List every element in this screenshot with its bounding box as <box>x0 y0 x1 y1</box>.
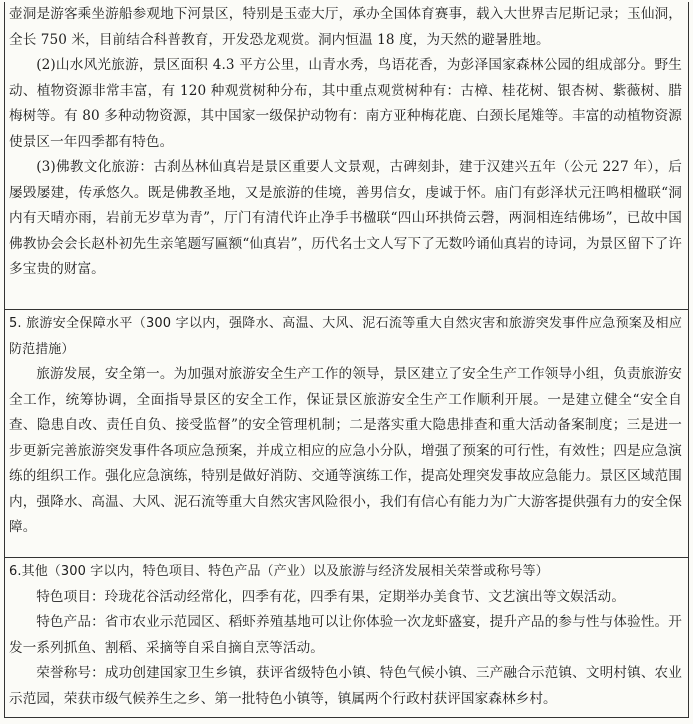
section-other-heading <box>9 558 682 585</box>
section-attractions-body <box>9 2 682 283</box>
paragraph-honors: 荣誉称号：成功创建国家卫生乡镇，获评省级特色小镇、特色气候小镇、三产融合示范镇、文明村镇、农业示范园，荣获市级气候养生之乡、第一批特色小镇等，镇属两个行政村获评国家森林乡村。 <box>9 665 682 707</box>
section-attractions <box>5 2 688 310</box>
paragraph-feature-projects: 特色项目：玲珑花谷活动经常化，四季有花，四季有果，定期举办美食节、文艺演出等文娱活动。 <box>36 588 626 605</box>
section-safety-title: 5. 旅游安全保障水平（300 字以内，强降水、高温、大风、泥石流等重大自然灾害和旅游突发事件应急预案及相应防范措施） <box>9 316 682 357</box>
section-other <box>5 558 688 718</box>
section-safety <box>5 310 688 558</box>
paragraph-feature-products: 特色产品：省市农业示范园区、稻虾养殖基地可以让你体验一次龙虾盛宴，提升产品的参与性与体验性。开发一系列抓鱼、割稻、采摘等自采自摘自烹等活动。 <box>9 614 682 656</box>
form-sheet <box>4 2 689 718</box>
paragraph-safety: 旅游发展，安全第一。为加强对旅游安全生产工作的领导，景区建立了安全生产工作领导小组，负责旅游安全工作，统筹协调，全面指导景区的安全工作，保证景区旅游安全生产工作顺利开展。一是建立健全“安全自查、隐患自改、责任自负、接受监督”的安全管理机制；二是落实重大隐患排查和重大活动备案制度；三是进一步更新完善旅游突发事件各项应急预案，并成立相应的应急小分队，增强了预案的可行性，有效性；四是应急演练的组织工作。强化应急演练，特别是做好消防、交通等演练工作，提高处理突发事故应急能力。景区区域范围内，强降水、高温、大风、泥石流等重大自然灾害风险很小，我们有信心有能力为广大游客提供强有力的安全保障。 <box>9 366 682 535</box>
paragraph-buddhist-tour: (3)佛教文化旅游：古刹丛林仙真岩是景区重要人文景观，古碑刻卦，建于汉建兴五年（公元 227 年），后屡毁屡建，传承悠久。既是佛教圣地，又是旅游的佳境，善男信女，虔诚于怀。庙门有彭泽状元汪鸣相楹联“洞内有天晴亦雨，岩前无岁草为青”，厅门有清代许止净手书楹联“四山环拱倚云磬，两洞相连结佛场”，已故中国佛教协会会长赵朴初先生亲笔题写匾额“仙真岩”，历代名士文人写下了无数吟诵仙真岩的诗词，为景区留下了许多宝贵的财富。 <box>9 159 682 277</box>
section-other-body <box>9 585 682 713</box>
section-safety-heading <box>9 310 682 362</box>
section-other-title: 6.其他（300 字以内，特色项目、特色产品（产业）以及旅游与经济发展相关荣誉或称号等） <box>9 564 549 579</box>
paragraph-scenery-tour: (2)山水风光旅游，景区面积 4.3 平方公里，山青水秀，鸟语花香，为彭泽国家森林公园的组成部分。野生动、植物资源非常丰富，有 120 种观赏树种分布，其中重点观赏树种有：古樟、桂花树、银杏树、紫薇树、腊梅树等。有 80 多种动物资源，其中国家一级保护动物有：南方亚种梅花鹿、白颈长尾雉等。丰富的动植物资源使景区一年四季都有特色。 <box>9 57 682 150</box>
section-safety-body <box>9 362 682 541</box>
paragraph-cave-tour: 壶洞是游客乘坐游船参观地下河景区，特别是玉壶大厅，承办全国体育赛事，载入大世界吉尼斯记录；玉仙洞，全长 750 米，目前结合科普教育，开发恐龙观赏。洞内恒温 18 度，为天然的避暑胜地。 <box>9 6 682 48</box>
